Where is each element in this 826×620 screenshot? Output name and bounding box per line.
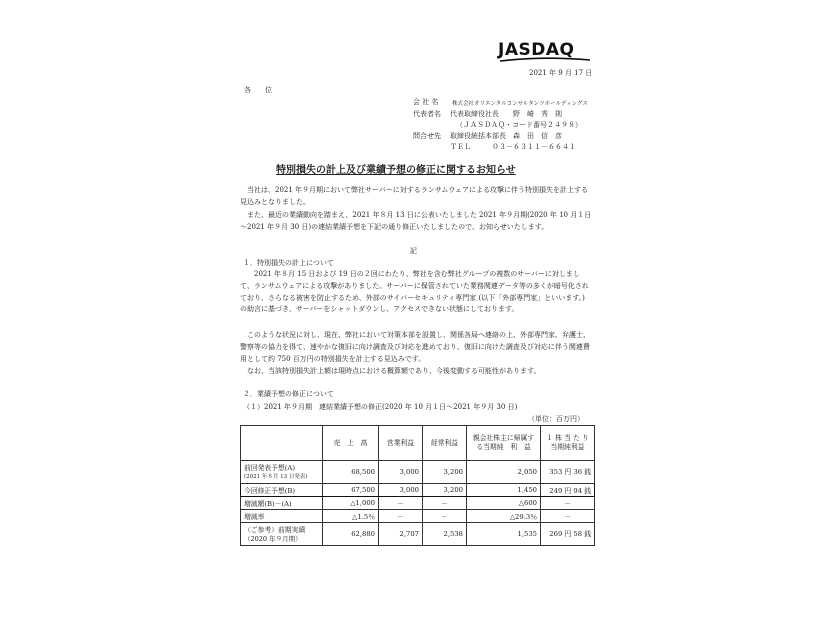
- table-header-cell: １ 株 当 た り当期純利益: [541, 426, 595, 461]
- table-cell: △29.3％: [467, 510, 541, 523]
- table-cell: －: [541, 497, 595, 510]
- company-name-label: 会 社 名: [413, 98, 439, 106]
- table-header-cell: 売 上 高: [323, 426, 379, 461]
- table-cell: △1.5％: [323, 510, 379, 523]
- table-cell: －: [541, 510, 595, 523]
- table-cell: －: [423, 510, 467, 523]
- table-cell: －: [423, 497, 467, 510]
- section1-paragraph-1: 2021 年８月 15 日および 19 日の２回にわたり、弊社を含む弊社グループの複数のサーバーに対しまして、ランサムウェアによる攻撃がありました。サーバーに保管されていた業務関連データ等の多くが暗号化されており、さらなる被害を防止するため、外部のサイバーセキュリティ専門家 (以下「外部専門家」といいます。) の助言に基づき、サーバーをシャットダウンし、アクセスできない状態にしております。: [240, 270, 589, 314]
- contact-person: 取締役統括本部長 森 田 信 彦: [450, 132, 562, 140]
- company-name: 株式会社オリエンタルコンサルタンツホールディングス: [452, 101, 588, 107]
- section1-paragraph-2: このような状況に対し、現在、弊社において対策本部を設置し、関係各局へ連絡の上、外部専門家、弁護士、警察等の協力を得て、速やかな復旧に向け調査及び対応を進めており、復旧に向けた調査及び対応に伴う関連費用として約 750 百万円の特別損失を計上する見込みです。: [240, 331, 590, 363]
- table-cell: 2,050: [467, 461, 541, 484]
- table-row: [241, 461, 595, 484]
- contact-label: 問合せ先: [413, 132, 441, 140]
- document-title: 特別損失の計上及び業績予想の修正に関するお知らせ: [276, 165, 516, 176]
- intro-paragraph-1: 当社は、2021 年９月期において弊社サーバーに対するランサムウェアによる攻撃に伴う特別損失を計上する見込みとなりました。: [240, 186, 589, 206]
- table-row: [241, 484, 595, 497]
- ki-marker: 記: [410, 247, 417, 255]
- addressee: 各 位: [244, 86, 272, 94]
- table-cell: 249 円 94 銭: [541, 484, 595, 497]
- row-label: （ご参考）前期実績 （2020 年９月期）: [241, 523, 323, 546]
- table-header-cell: 営業利益: [379, 426, 423, 461]
- table-row: [241, 523, 595, 546]
- table-cell: 1,535: [467, 523, 541, 546]
- table-row: [241, 497, 595, 510]
- tel-number: ０３－６３１１－６６４１: [492, 143, 576, 151]
- section2-heading: ２．業績予想の修正について: [243, 390, 334, 398]
- table-cell: －: [379, 510, 423, 523]
- table-header-cell: 親会社株主に帰属する当期純 利 益: [467, 426, 541, 461]
- table-cell: 67,500: [323, 484, 379, 497]
- table-cell: 353 円 36 銭: [541, 461, 595, 484]
- table-cell: 3,000: [379, 461, 423, 484]
- row-label: 増減額(B)－(A): [241, 497, 323, 510]
- section1-paragraph-3: なお、当該特別損失計上額は現時点における概算額であり、今後変動する可能性があります。: [247, 367, 541, 375]
- table-cell: 3,200: [423, 461, 467, 484]
- tel-label: ＴＥＬ: [450, 143, 471, 151]
- table-cell: △600: [467, 497, 541, 510]
- table-cell: 3,000: [379, 484, 423, 497]
- table-cell: 2,538: [423, 523, 467, 546]
- table-header-row: [241, 426, 595, 461]
- table-cell: 2,707: [379, 523, 423, 546]
- logo-swoosh-icon: [498, 57, 593, 63]
- table-cell: 269 円 58 銭: [541, 523, 595, 546]
- table-header-cell: 経常利益: [423, 426, 467, 461]
- representative-name: 代表取締役社長 野 崎 秀 則: [450, 110, 562, 118]
- row-label: 増減率: [241, 510, 323, 523]
- intro-paragraph-2: また、最近の業績動向を踏まえ、2021 年８月 13 日に公表いたしました 2021 年９月期(2020 年 10 月１日～2021 年９月 30 日)の連結業績予想を下記の通り修正いたしましたので、お知らせいたします。: [240, 211, 592, 231]
- jasdaq-code: （ＪＡＳＤＡＱ・コード番号２４９８）: [456, 121, 582, 129]
- unit-label: （単位：百万円）: [528, 415, 584, 423]
- table-cell: 62,880: [323, 523, 379, 546]
- table-cell: －: [379, 497, 423, 510]
- section1-heading: １．特別損失の計上について: [243, 259, 334, 267]
- table-cell: 1,450: [467, 484, 541, 497]
- table-header-cell: [241, 426, 323, 461]
- section2-subheading: （１）2021 年９月期 連結業績予想の修正(2020 年 10 月１日～2021 年９月 30 日): [243, 403, 518, 411]
- release-date: 2021 年 9 月 17 日: [529, 69, 593, 77]
- jasdaq-logo: JASDAQ: [498, 40, 575, 60]
- table-cell: 68,500: [323, 461, 379, 484]
- table-cell: 3,200: [423, 484, 467, 497]
- table-row: [241, 510, 595, 523]
- row-label: 今回修正予想(B): [241, 484, 323, 497]
- representative-label: 代表者名: [413, 110, 441, 118]
- forecast-table: [240, 425, 595, 546]
- table-cell: △1,000: [323, 497, 379, 510]
- row-label: 前回発表予想(A) (2021 年８月 13 日発表): [241, 461, 323, 484]
